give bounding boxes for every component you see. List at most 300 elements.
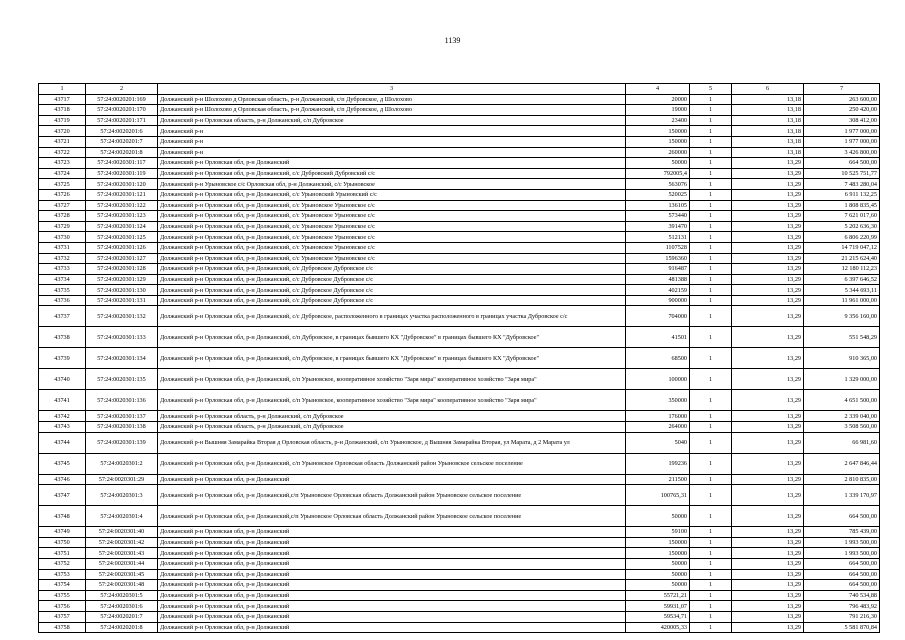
address-cell: Должанский р-н Орловская обл, р-н Должанский — [158, 622, 626, 633]
area-cell: 512131 — [626, 232, 690, 243]
rate-cell: 13,29 — [732, 179, 804, 190]
value-cell: 2 810 835,00 — [804, 474, 880, 485]
value-cell: 740 534,88 — [804, 590, 880, 601]
rate-cell: 13,29 — [732, 537, 804, 548]
address-cell: Должанский р-н Орловская обл, р-н Должанский, с/п Урыновское Орловская область Должанский район Урыновское сельское поселение — [158, 453, 626, 474]
quantity-cell: 1 — [690, 622, 732, 633]
quantity-cell: 1 — [690, 189, 732, 200]
header-row — [39, 84, 880, 95]
cadastral-number-cell: 57:24:0020301:44 — [86, 559, 158, 570]
table-row — [39, 453, 880, 474]
area-cell: 481388 — [626, 274, 690, 285]
row-number-cell: 43734 — [39, 274, 86, 285]
cadastral-number-cell: 57:24:0020301:136 — [86, 390, 158, 411]
cadastral-number-cell: 57:24:0020301:40 — [86, 527, 158, 538]
cadastral-number-cell: 57:24:0020301:119 — [86, 168, 158, 179]
address-cell: Должанский р-н Шолохово д Орловская область, р-н Должанский, с/п Дубровское, д Шолохово — [158, 105, 626, 116]
cadastral-number-cell: 57:24:0020301:2 — [86, 453, 158, 474]
area-cell: 264000 — [626, 422, 690, 433]
table-row — [39, 348, 880, 369]
address-cell: Должанский р-н Орловская обл, р-н Должанский, с/с Дубровское Дубровское с/с — [158, 274, 626, 285]
address-cell: Должанский р-н Орловская обл, р-н Должанский, с/п Дубровское, в границах бывшего КХ "Дубровское" в границах бывшего КХ "Дубровское" — [158, 348, 626, 369]
area-cell: 41501 — [626, 327, 690, 348]
table-row — [39, 485, 880, 506]
address-cell: Должанский р-н Орловская обл, р-н Должанский, с/с Урыновское Урыновское с/с — [158, 253, 626, 264]
row-number-cell: 43726 — [39, 189, 86, 200]
row-number-cell: 43721 — [39, 136, 86, 147]
area-cell: 50000 — [626, 158, 690, 169]
value-cell: 308 412,00 — [804, 115, 880, 126]
table-row — [39, 179, 880, 190]
rate-cell: 13,18 — [732, 115, 804, 126]
cadastral-number-cell: 57:24:0020301:133 — [86, 327, 158, 348]
cadastral-number-cell: 57:24:0020301:121 — [86, 189, 158, 200]
table-row — [39, 306, 880, 327]
quantity-cell: 1 — [690, 232, 732, 243]
quantity-cell: 1 — [690, 147, 732, 158]
table-row — [39, 548, 880, 559]
quantity-cell: 1 — [690, 158, 732, 169]
cadastral-number-cell: 57:24:0020301:126 — [86, 242, 158, 253]
table-row — [39, 94, 880, 105]
area-cell: 176000 — [626, 411, 690, 422]
cadastral-number-cell: 57:24:0020201:170 — [86, 105, 158, 116]
rate-cell: 13,29 — [732, 485, 804, 506]
value-cell: 21 215 624,40 — [804, 253, 880, 264]
area-cell: 50000 — [626, 569, 690, 580]
value-cell: 5 202 636,30 — [804, 221, 880, 232]
cadastral-number-cell: 57:24:0020301:134 — [86, 348, 158, 369]
table-row — [39, 411, 880, 422]
rate-cell: 13,29 — [732, 580, 804, 591]
row-number-cell: 43733 — [39, 264, 86, 275]
quantity-cell: 1 — [690, 369, 732, 390]
rate-cell: 13,29 — [732, 285, 804, 296]
area-cell: 100000 — [626, 369, 690, 390]
row-number-cell: 43753 — [39, 569, 86, 580]
area-cell: 150000 — [626, 136, 690, 147]
address-cell: Должанский р-н Орловская обл, р-н Должанский — [158, 537, 626, 548]
value-cell: 7 621 017,60 — [804, 211, 880, 222]
value-cell: 4 651 500,00 — [804, 390, 880, 411]
area-cell: 23400 — [626, 115, 690, 126]
row-number-cell: 43757 — [39, 612, 86, 623]
quantity-cell: 1 — [690, 94, 732, 105]
address-cell: Должанский р-н Орловская обл, р-н Должанский, с/с Дубровское, расположенного в границах участка расположенного в границах участка Дубровское с/с — [158, 306, 626, 327]
rate-cell: 13,29 — [732, 253, 804, 264]
value-cell: 796 483,92 — [804, 601, 880, 612]
value-cell: 9 356 160,00 — [804, 306, 880, 327]
quantity-cell: 1 — [690, 348, 732, 369]
table-row — [39, 232, 880, 243]
address-cell: Должанский р-н Орловская обл, р-н Должанский, с/с Урыновское Урыновское с/с — [158, 200, 626, 211]
col-header: 5 — [690, 84, 732, 95]
value-cell: 910 365,00 — [804, 348, 880, 369]
row-number-cell: 43742 — [39, 411, 86, 422]
area-cell: 5040 — [626, 432, 690, 453]
quantity-cell: 1 — [690, 453, 732, 474]
row-number-cell: 43724 — [39, 168, 86, 179]
cadastral-number-cell: 57:24:0020301:124 — [86, 221, 158, 232]
value-cell: 6 397 646,52 — [804, 274, 880, 285]
row-number-cell: 43719 — [39, 115, 86, 126]
rate-cell: 13,29 — [732, 232, 804, 243]
row-number-cell: 43750 — [39, 537, 86, 548]
quantity-cell: 1 — [690, 537, 732, 548]
quantity-cell: 1 — [690, 306, 732, 327]
area-cell: 50000 — [626, 580, 690, 591]
address-cell: Должанский р-н Орловская обл, р-н Должанский — [158, 590, 626, 601]
value-cell: 551 548,29 — [804, 327, 880, 348]
rate-cell: 13,29 — [732, 306, 804, 327]
cadastral-number-cell: 57:24:0020301:117 — [86, 158, 158, 169]
row-number-cell: 43740 — [39, 369, 86, 390]
rate-cell: 13,29 — [732, 348, 804, 369]
rate-cell: 13,29 — [732, 168, 804, 179]
table-row — [39, 200, 880, 211]
rate-cell: 13,29 — [732, 211, 804, 222]
quantity-cell: 1 — [690, 485, 732, 506]
table-row — [39, 189, 880, 200]
value-cell: 5 581 870,84 — [804, 622, 880, 633]
value-cell: 664 500,00 — [804, 569, 880, 580]
address-cell: Должанский р-н Орловская обл, р-н Должанский, с/с Дубровское Дубровское с/с — [158, 264, 626, 275]
rate-cell: 13,29 — [732, 474, 804, 485]
address-cell: Должанский р-н Вышняя Замарайка Вторая д Орловская область, р-н Должанский, с/п Урыновское, д Вышняя Замарайка Вторая, ул Марата, д 2 Марата ул — [158, 432, 626, 453]
area-cell: 199236 — [626, 453, 690, 474]
value-cell: 1 329 000,00 — [804, 369, 880, 390]
area-cell: 68500 — [626, 348, 690, 369]
quantity-cell: 1 — [690, 569, 732, 580]
address-cell: Должанский р-н Орловская обл, р-н Должанский, с/с Дубровское Дубровское с/с — [158, 285, 626, 296]
rate-cell: 13,29 — [732, 242, 804, 253]
row-number-cell: 43737 — [39, 306, 86, 327]
value-cell: 6 806 220,99 — [804, 232, 880, 243]
quantity-cell: 1 — [690, 285, 732, 296]
address-cell: Должанский р-н Орловская обл, р-н Должанский,с/п Урыновское Орловская область Должанский район Урыновское сельское поселение — [158, 485, 626, 506]
area-cell: 391470 — [626, 221, 690, 232]
quantity-cell: 1 — [690, 179, 732, 190]
address-cell: Должанский р-н — [158, 126, 626, 137]
area-cell: 573440 — [626, 211, 690, 222]
page-number: 1139 — [444, 36, 461, 45]
table-row — [39, 147, 880, 158]
table-row — [39, 390, 880, 411]
value-cell: 5 344 693,11 — [804, 285, 880, 296]
value-cell: 2 647 846,44 — [804, 453, 880, 474]
address-cell: Должанский р-н — [158, 136, 626, 147]
quantity-cell: 1 — [690, 411, 732, 422]
table-row — [39, 569, 880, 580]
cadastral-number-cell: 57:24:0020301:120 — [86, 179, 158, 190]
area-cell: 1107528 — [626, 242, 690, 253]
row-number-cell: 43743 — [39, 422, 86, 433]
row-number-cell: 43751 — [39, 548, 86, 559]
table-row — [39, 253, 880, 264]
table-row — [39, 242, 880, 253]
address-cell: Должанский р-н Орловская обл, р-н Должанский, с/с Урыновское Урыновское с/с — [158, 242, 626, 253]
address-cell: Должанский р-н Орловская обл, р-н Должанский, с/с Урыновский Урыновский с/с — [158, 189, 626, 200]
quantity-cell: 1 — [690, 601, 732, 612]
quantity-cell: 1 — [690, 115, 732, 126]
row-number-cell: 43738 — [39, 327, 86, 348]
cadastral-number-cell: 57:24:0020301:125 — [86, 232, 158, 243]
rate-cell: 13,29 — [732, 506, 804, 527]
table-row — [39, 136, 880, 147]
value-cell: 263 600,00 — [804, 94, 880, 105]
row-number-cell: 43746 — [39, 474, 86, 485]
value-cell: 664 500,00 — [804, 158, 880, 169]
area-cell: 520025 — [626, 189, 690, 200]
table-row — [39, 285, 880, 296]
area-cell: 150000 — [626, 126, 690, 137]
cadastral-number-cell: 57:24:0020301:138 — [86, 422, 158, 433]
cadastral-number-cell: 57:24:0020201:169 — [86, 94, 158, 105]
value-cell: 7 483 280,04 — [804, 179, 880, 190]
table-row — [39, 274, 880, 285]
value-cell: 11 961 000,00 — [804, 295, 880, 306]
area-cell: 59931,07 — [626, 601, 690, 612]
table-row — [39, 622, 880, 633]
table-row — [39, 264, 880, 275]
quantity-cell: 1 — [690, 136, 732, 147]
address-cell: Должанский р-н Орловская обл, р-н Должанский, с/с Урыновское Урыновское с/с — [158, 211, 626, 222]
address-cell: Должанский р-н Орловская обл, р-н Должанский — [158, 580, 626, 591]
value-cell: 250 420,00 — [804, 105, 880, 116]
value-cell: 664 500,00 — [804, 580, 880, 591]
col-header: 3 — [158, 84, 626, 95]
table-row — [39, 158, 880, 169]
rate-cell: 13,18 — [732, 136, 804, 147]
cadastral-number-cell: 57:24:0020301:6 — [86, 601, 158, 612]
table-row — [39, 211, 880, 222]
table-row — [39, 559, 880, 570]
rate-cell: 13,29 — [732, 601, 804, 612]
value-cell: 785 439,00 — [804, 527, 880, 538]
rate-cell: 13,29 — [732, 453, 804, 474]
cadastral-number-cell: 57:24:0020201:7 — [86, 612, 158, 623]
value-cell: 2 339 040,00 — [804, 411, 880, 422]
row-number-cell: 43755 — [39, 590, 86, 601]
quantity-cell: 1 — [690, 295, 732, 306]
table-body — [39, 94, 880, 633]
area-cell: 402159 — [626, 285, 690, 296]
row-number-cell: 43749 — [39, 527, 86, 538]
row-number-cell: 43745 — [39, 453, 86, 474]
rate-cell: 13,18 — [732, 147, 804, 158]
rate-cell: 13,18 — [732, 105, 804, 116]
row-number-cell: 43756 — [39, 601, 86, 612]
value-cell: 664 500,00 — [804, 506, 880, 527]
value-cell: 664 500,00 — [804, 559, 880, 570]
table-row — [39, 432, 880, 453]
area-cell: 50000 — [626, 506, 690, 527]
address-cell: Должанский р-н Орловская обл, р-н Должанский, с/с Урыновское Урыновское с/с — [158, 232, 626, 243]
value-cell: 3 426 800,00 — [804, 147, 880, 158]
rate-cell: 13,29 — [732, 548, 804, 559]
area-cell: 563076 — [626, 179, 690, 190]
quantity-cell: 1 — [690, 590, 732, 601]
area-cell: 1596360 — [626, 253, 690, 264]
cadastral-number-cell: 57:24:0020301:45 — [86, 569, 158, 580]
area-cell: 59534,71 — [626, 612, 690, 623]
row-number-cell: 43735 — [39, 285, 86, 296]
table-row — [39, 580, 880, 591]
address-cell: Должанский р-н Орловская обл, р-н Должанский, с/с Дубровское Дубровское с/с — [158, 295, 626, 306]
table-row — [39, 590, 880, 601]
address-cell: Должанский р-н Орловская обл, р-н Должанский — [158, 527, 626, 538]
area-cell: 704000 — [626, 306, 690, 327]
cadastral-number-cell: 57:24:0020201:6 — [86, 126, 158, 137]
cadastral-number-cell: 57:24:0020301:139 — [86, 432, 158, 453]
value-cell: 3 508 560,00 — [804, 422, 880, 433]
address-cell: Должанский р-н Орловская обл, р-н Должанский, с/п Урыновское, кооперативное хозяйство "Заря мира" кооперативное хозяйство "Заря мира" — [158, 369, 626, 390]
row-number-cell: 43720 — [39, 126, 86, 137]
cadastral-number-cell: 57:24:0020301:48 — [86, 580, 158, 591]
area-cell: 420005,33 — [626, 622, 690, 633]
quantity-cell: 1 — [690, 242, 732, 253]
address-cell: Должанский р-н Орловская обл, р-н Должанский, с/п Дубровское, в границах бывшего КХ "Дубровское" в границах бывшего КХ "Дубровское" — [158, 327, 626, 348]
row-number-cell: 43752 — [39, 559, 86, 570]
row-number-cell: 43739 — [39, 348, 86, 369]
quantity-cell: 1 — [690, 126, 732, 137]
area-cell: 100765,31 — [626, 485, 690, 506]
cadastral-number-cell: 57:24:0020201:8 — [86, 622, 158, 633]
rate-cell: 13,18 — [732, 94, 804, 105]
cadastral-number-cell: 57:24:0020301:5 — [86, 590, 158, 601]
address-cell: Должанский р-н Орловская обл, р-н Должанский — [158, 548, 626, 559]
quantity-cell: 1 — [690, 612, 732, 623]
col-header: 1 — [39, 84, 86, 95]
row-number-cell: 43741 — [39, 390, 86, 411]
rate-cell: 13,29 — [732, 158, 804, 169]
rate-cell: 13,29 — [732, 200, 804, 211]
row-number-cell: 43730 — [39, 232, 86, 243]
rate-cell: 13,29 — [732, 622, 804, 633]
value-cell: 10 525 751,77 — [804, 168, 880, 179]
address-cell: Должанский р-н Орловская обл, р-н Должанский — [158, 601, 626, 612]
area-cell: 916487 — [626, 264, 690, 275]
row-number-cell: 43718 — [39, 105, 86, 116]
quantity-cell: 1 — [690, 432, 732, 453]
table-row — [39, 295, 880, 306]
rate-cell: 13,29 — [732, 432, 804, 453]
cadastral-number-cell: 57:24:0020201:171 — [86, 115, 158, 126]
cadastral-number-cell: 57:24:0020201:8 — [86, 147, 158, 158]
quantity-cell: 1 — [690, 422, 732, 433]
table-row — [39, 221, 880, 232]
value-cell: 1 339 170,97 — [804, 485, 880, 506]
address-cell: Должанский р-н — [158, 147, 626, 158]
quantity-cell: 1 — [690, 527, 732, 538]
col-header: 2 — [86, 84, 158, 95]
table-row — [39, 105, 880, 116]
quantity-cell: 1 — [690, 274, 732, 285]
area-cell: 59100 — [626, 527, 690, 538]
value-cell: 1 977 000,00 — [804, 136, 880, 147]
col-header: 7 — [804, 84, 880, 95]
rate-cell: 13,29 — [732, 527, 804, 538]
cadastral-number-cell: 57:24:0020301:131 — [86, 295, 158, 306]
value-cell: 1 977 000,00 — [804, 126, 880, 137]
row-number-cell: 43727 — [39, 200, 86, 211]
rate-cell: 13,29 — [732, 295, 804, 306]
row-number-cell: 43744 — [39, 432, 86, 453]
quantity-cell: 1 — [690, 105, 732, 116]
table-row — [39, 506, 880, 527]
row-number-cell: 43717 — [39, 94, 86, 105]
address-cell: Должанский р-н Орловская обл, р-н Должанский — [158, 569, 626, 580]
row-number-cell: 43754 — [39, 580, 86, 591]
cadastral-number-cell: 57:24:0020301:123 — [86, 211, 158, 222]
rate-cell: 13,29 — [732, 221, 804, 232]
table-row — [39, 126, 880, 137]
row-number-cell: 43723 — [39, 158, 86, 169]
cadastral-number-cell: 57:24:0020301:29 — [86, 474, 158, 485]
quantity-cell: 1 — [690, 253, 732, 264]
quantity-cell: 1 — [690, 390, 732, 411]
area-cell: 260000 — [626, 147, 690, 158]
cadastral-number-cell: 57:24:0020301:137 — [86, 411, 158, 422]
rate-cell: 13,29 — [732, 264, 804, 275]
row-number-cell: 43722 — [39, 147, 86, 158]
quantity-cell: 1 — [690, 221, 732, 232]
area-cell: 792005,4 — [626, 168, 690, 179]
area-cell: 19000 — [626, 105, 690, 116]
rate-cell: 13,29 — [732, 590, 804, 601]
quantity-cell: 1 — [690, 580, 732, 591]
cadastral-number-cell: 57:24:0020301:4 — [86, 506, 158, 527]
rate-cell: 13,29 — [732, 189, 804, 200]
quantity-cell: 1 — [690, 327, 732, 348]
rate-cell: 13,29 — [732, 327, 804, 348]
quantity-cell: 1 — [690, 211, 732, 222]
value-cell: 12 180 112,23 — [804, 264, 880, 275]
value-cell: 1 993 500,00 — [804, 537, 880, 548]
row-number-cell: 43748 — [39, 506, 86, 527]
row-number-cell: 43725 — [39, 179, 86, 190]
area-cell: 55721,21 — [626, 590, 690, 601]
value-cell: 66 981,60 — [804, 432, 880, 453]
area-cell: 350000 — [626, 390, 690, 411]
quantity-cell: 1 — [690, 200, 732, 211]
address-cell: Должанский р-н Орловская обл, р-н Должанский, с/п Урыновское, кооперативное хозяйство "Заря мира" кооперативное хозяйство "Заря мира" — [158, 390, 626, 411]
area-cell: 900000 — [626, 295, 690, 306]
address-cell: Должанский р-н Шолохово д Орловская область, р-н Должанский, с/п Дубровское, д Шолохово — [158, 94, 626, 105]
area-cell: 20000 — [626, 94, 690, 105]
cadastral-number-cell: 57:24:0020301:122 — [86, 200, 158, 211]
address-cell: Должанский р-н Орловская область, р-н Должанский, с/п Дубровское — [158, 411, 626, 422]
rate-cell: 13,29 — [732, 390, 804, 411]
row-number-cell: 43731 — [39, 242, 86, 253]
row-number-cell: 43728 — [39, 211, 86, 222]
quantity-cell: 1 — [690, 506, 732, 527]
quantity-cell: 1 — [690, 548, 732, 559]
area-cell: 150000 — [626, 537, 690, 548]
address-cell: Должанский р-н Орловская обл, р-н Должанский — [158, 559, 626, 570]
address-cell: Должанский р-н Орловская обл, р-н Должанский — [158, 158, 626, 169]
cadastral-number-cell: 57:24:0020301:3 — [86, 485, 158, 506]
row-number-cell: 43736 — [39, 295, 86, 306]
rate-cell: 13,29 — [732, 569, 804, 580]
row-number-cell: 43747 — [39, 485, 86, 506]
address-cell: Должанский р-н Урыновское с/с Орловская обл, р-н Должанский, с/с Урыновское — [158, 179, 626, 190]
quantity-cell: 1 — [690, 474, 732, 485]
address-cell: Должанский р-н Орловская обл, р-н Должанский,с/п Урыновское Орловская область Должанский район Урыновское сельское поселение — [158, 506, 626, 527]
address-cell: Должанский р-н Орловская обл, р-н Должанский — [158, 474, 626, 485]
area-cell: 211500 — [626, 474, 690, 485]
table-row — [39, 327, 880, 348]
